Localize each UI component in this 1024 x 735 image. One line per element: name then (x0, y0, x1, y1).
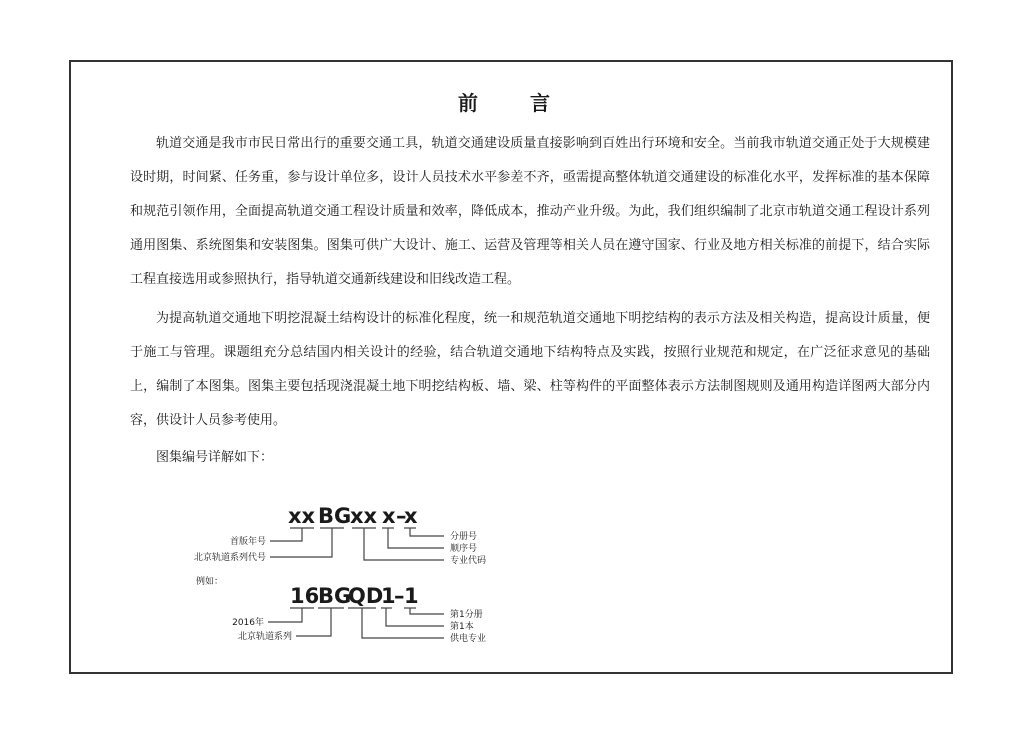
example-part-order: 1 (381, 584, 396, 608)
example-part-specialty: QD (348, 584, 384, 608)
code-part-specialty: xx (350, 504, 378, 528)
example-label-series: 北京轨道系列 (237, 632, 292, 642)
label-first-edition-year: 首版年号 (229, 537, 266, 547)
code-part-dash: – (396, 504, 407, 528)
code-part-volume: x (404, 504, 418, 528)
label-order-number: 顺序号 (450, 544, 478, 554)
example-part-volume: 1 (404, 584, 419, 608)
example-label-specialty: 供电专业 (450, 634, 487, 644)
example-part-dash: – (394, 584, 405, 608)
code-part-series: BG (318, 504, 352, 528)
code-part-order: x (382, 504, 396, 528)
example-part-series: BG (318, 584, 352, 608)
paragraph-intro: 轨道交通是我市市民日常出行的重要交通工具，轨道交通建设质量直接影响到百姓出行环境和安全。当前我市轨道交通正处于大规模建设时期，时间紧、任务重，参与设计单位多，设计人员技术水平参差不齐，亟需提高整体轨道交通建设的标准化水平，发挥标准的基本保障和规范引领作用，全面提高轨道交通工程设计质量和效率，降低成本，推动产业升级。为此，我们组织编制了北京市轨道交通工程设计系列通用图集、系统图集和安装图集。图集可供广大设计、施工、运营及管理等相关人员在遵守国家、行业及地方相关标准的前提下，结合实际工程直接选用或参照执行，指导轨道交通新线建设和旧线改造工程。 (130, 136, 930, 287)
label-series-code: 北京轨道系列代号 (193, 553, 266, 563)
label-specialty-code: 专业代码 (450, 556, 487, 566)
example-label-order: 第1本 (450, 622, 474, 632)
paragraph-purpose: 为提高轨道交通地下明挖混凝土结构设计的标准化程度，统一和规范轨道交通地下明挖结构的表示方法及相关构造，提高设计质量，便于施工与管理。课题组充分总结国内相关设计的经验，结合轨道交通地下结构特点及实践，按照行业规范和规定，在广泛征求意见的基础上，编制了本图集。图集主要包括现浇混凝土地下明挖结构板、墙、梁、柱等构件的平面整体表示方法制图规则及通用构造详图两大部分内容，供设计人员参考使用。 (130, 311, 930, 428)
template-code (194, 504, 486, 566)
label-volume-number: 分册号 (450, 532, 478, 542)
code-part-year: xx (288, 504, 316, 528)
example-label: 例如： (196, 577, 224, 587)
page-title: 前 言 (458, 91, 566, 115)
example-code (232, 584, 486, 644)
paragraph-code-intro: 图集编号详解如下： (156, 450, 274, 465)
example-label-volume: 第1分册 (450, 610, 483, 620)
example-label-year: 2016年 (232, 618, 264, 628)
example-part-year: 16 (290, 584, 320, 608)
